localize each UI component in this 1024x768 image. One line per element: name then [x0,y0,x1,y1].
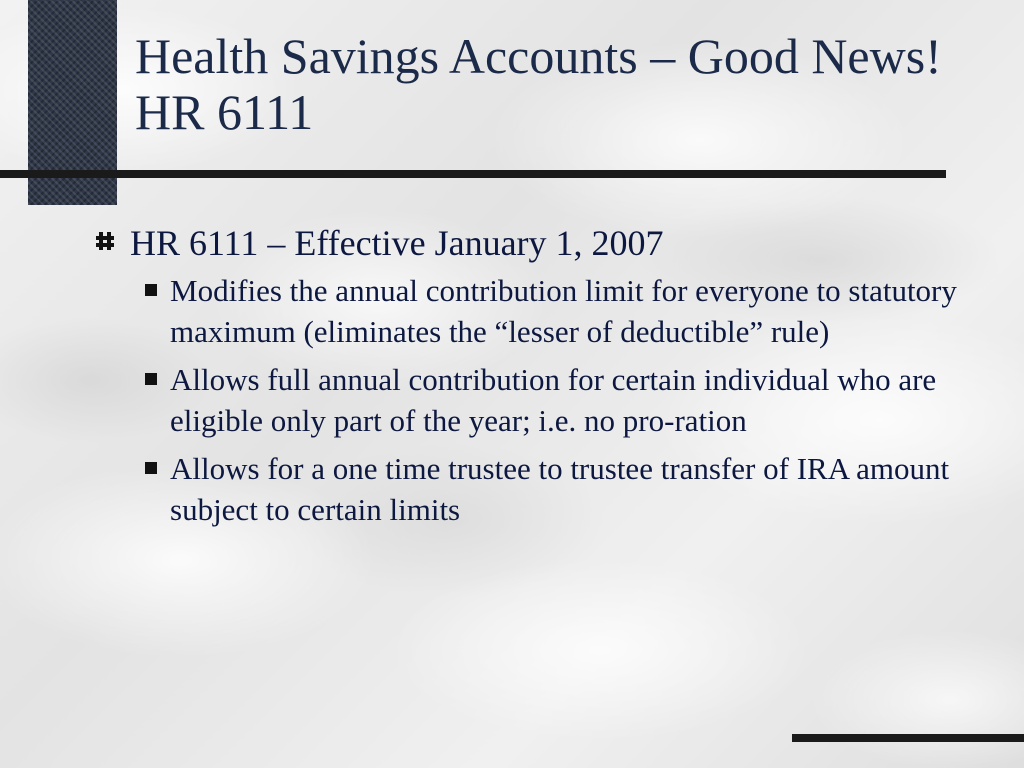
hash-bullet-icon [94,230,116,252]
sub-bullet-text: Allows full annual contribution for certain individual who are eligible only part of the year; i.e. no pro-ration [170,362,937,438]
list-item [88,448,968,530]
list-item [88,359,968,441]
footer-divider-rule [792,734,1024,742]
sub-bullet-list [88,270,968,530]
main-bullet-text: HR 6111 – Effective January 1, 2007 [130,223,664,263]
sub-bullet-text: Allows for a one time trustee to trustee transfer of IRA amount subject to certain limits [170,451,950,527]
title-divider-rule [0,170,946,178]
slide-title: Health Savings Accounts – Good News! HR 6111 [135,28,942,140]
square-bullet-icon [145,462,157,474]
slide-body [88,222,968,537]
list-item [88,270,968,352]
square-bullet-icon [145,284,157,296]
main-bullet [88,222,968,264]
sub-bullet-text: Modifies the annual contribution limit for everyone to statutory maximum (eliminates the “lesser of deductible” rule) [170,273,957,349]
square-bullet-icon [145,373,157,385]
